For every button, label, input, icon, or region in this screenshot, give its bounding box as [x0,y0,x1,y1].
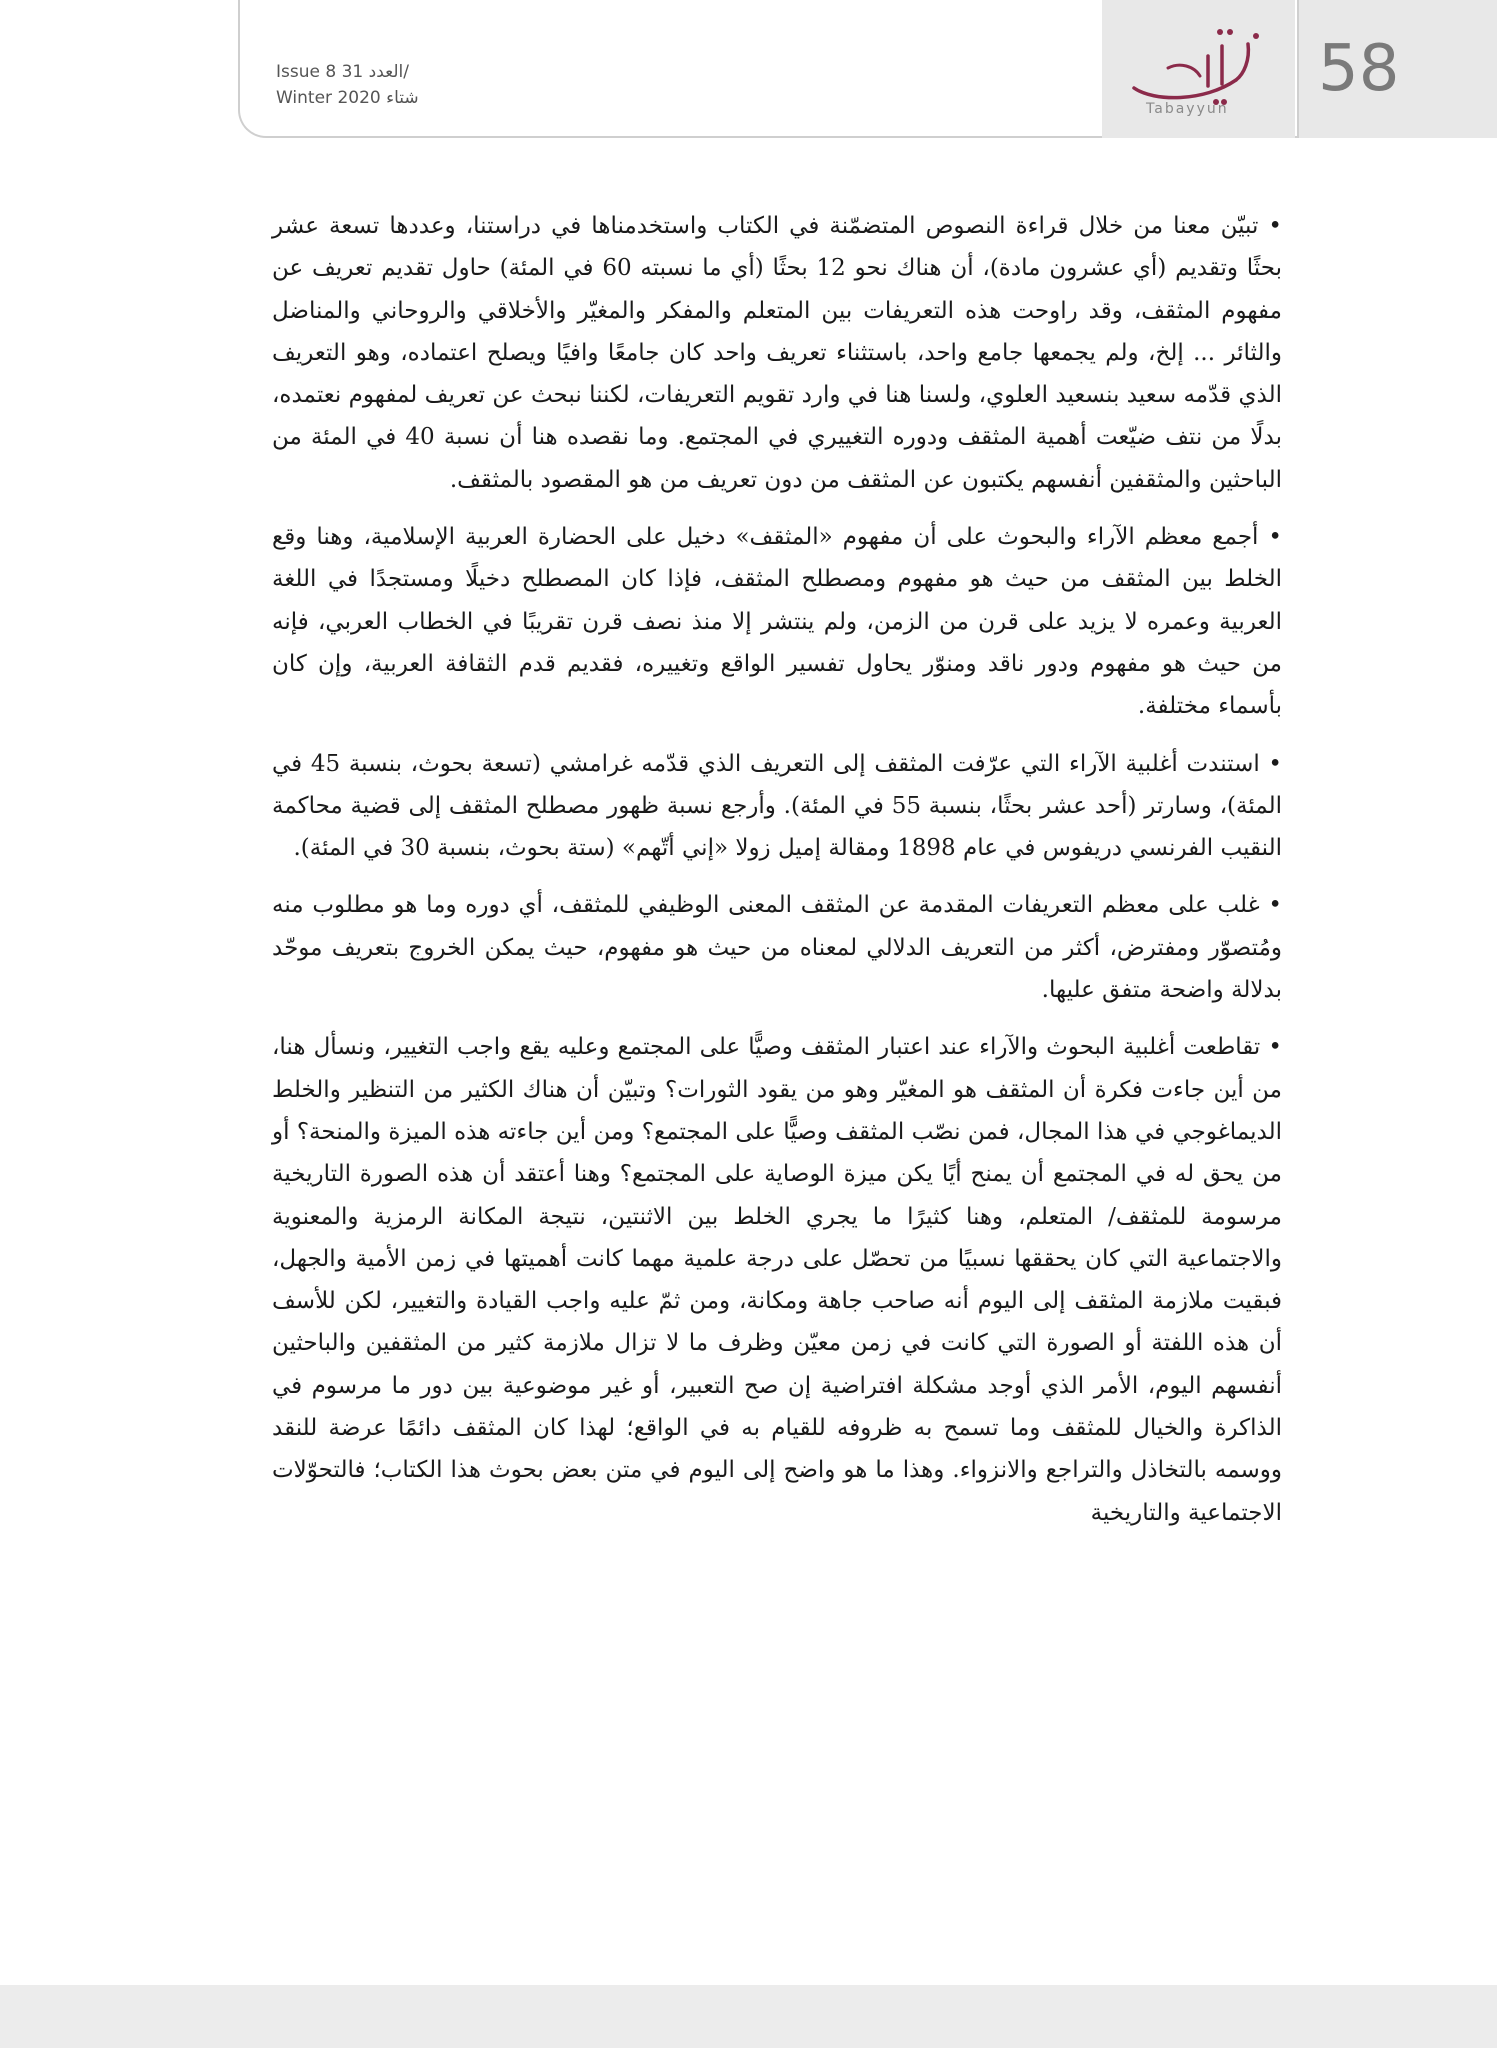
issue-ar: العدد 31/ [341,62,409,82]
paragraph: • استندت أغلبية الآراء التي عرّفت المثقف إلى التعريف الذي قدّمه غرامشي (تسعة بحوث، بنسبة 45 في المئة)، وسارتر (أحد عشر بحثًا، بنسبة 55 في المئة). وأرجع نسبة ظهور مصطلح المثقف إلى قضية محاكمة النقيب الفرنسي دريفوس في عام 1898 ومقالة إميل زولا «إني أتّهم» (ستة بحوث، بنسبة 30 في المئة). [272,750,1282,862]
season-ar: شتاء [386,87,419,108]
issue-en: Issue 8 [276,62,337,82]
page-number: 58 [1318,32,1400,106]
paragraph: • أجمع معظم الآراء والبحوث على أن مفهوم «المثقف» دخيل على الحضارة العربية الإسلامية، وهنا وقع الخلط بين المثقف من حيث هو مفهوم ومصطلح المثقف، فإذا كان المصطلح دخيلًا ومستجدًا في اللغة العربية وعمره لا يزيد على قرن من الزمن، ولم ينتشر إلا منذ نصف قرن تقريبًا في الخطاب العربي، فإنه من حيث هو مفهوم ودور ناقد ومنوّر يحاول تفسير الواقع وتغييره، فقديم قدم الثقافة العربية، وإن كان بأسماء مختلفة. [272,524,1282,720]
paragraph: • تقاطعت أغلبية البحوث والآراء عند اعتبار المثقف وصيًّا على المجتمع وعليه يقع واجب التغيير، ونسأل هنا، من أين جاءت فكرة أن المثقف هو المغيّر وهو من يقود الثورات؟ وتبيّن أن هناك الكثير من التنظير والخلط الديماغوجي في هذا المجال، فمن نصّب المثقف وصيًّا على المجتمع؟ ومن أين جاءته هذه الميزة والمنحة؟ أو من يحق له في المجتمع أن يمنح أيًا يكن ميزة الوصاية على المجتمع؟ وهنا أعتقد أن هذه الصورة التاريخية مرسومة للمثقف/ المتعلم، وهنا كثيرًا ما يجري الخلط بين الاثنتين، نتيجة المكانة الرمزية والمعنوية والاجتماعية التي كان يحققها نسبيًا من تحصّل على درجة علمية مهما كانت أهميتها في زمن الأمية والجهل، فبقيت ملازمة المثقف إلى اليوم أنه صاحب جاهة ومكانة، ومن ثمّ عليه واجب القيادة والتغيير، لكن للأسف أن هذه اللفتة أو الصورة التي كانت في زمن معيّن وظرف ما لا تزال ملازمة كثير من المثقفين والباحثين أنفسهم اليوم، الأمر الذي أوجد مشكلة افتراضية إن صح التعبير، أو غير موضوعية بين دور ما مرسوم في الذاكرة والخيال للمثقف وما تسمح به ظروفه للقيام به في الواقع؛ لهذا كان المثقف دائمًا عرضة للنقد ووسمه بالتخاذل والتراجع والانزواء. وهذا ما هو واضح إلى اليوم في متن بعض بحوث هذا الكتاب؛ فالتحوّلات الاجتماعية والتاريخية [272,1034,1282,1526]
paragraph: • تبيّن معنا من خلال قراءة النصوص المتضمّنة في الكتاب واستخدمناها في دراستنا، وعددها تسعة عشر بحثًا وتقديم (أي عشرون مادة)، أن هناك نحو 12 بحثًا (أي ما نسبته 60 في المئة) حاول تقديم تعريف عن مفهوم المثقف، وقد راوحت هذه التعريفات بين المتعلم والمفكر والمغيّر والأخلاقي والروحاني والمناضل والثائر ... إلخ، ولم يجمعها جامع واحد، باستثناء تعريف واحد كان جامعًا وافيًا ويصلح اعتماده، وهو التعريف الذي قدّمه سعيد بنسعيد العلوي، ولسنا هنا في وارد تقويم التعريفات، لكننا نبحث عن تعريف لمفهوم نعتمده، بدلًا من نتف ضيّعت أهمية المثقف ودوره التغييري في المجتمع. وما نقصده هنا أن نسبة 40 في المئة من الباحثين والمثقفين أنفسهم يكتبون عن المثقف من دون تعريف من هو المقصود بالمثقف. [272,213,1282,493]
paragraph: • غلب على معظم التعريفات المقدمة عن المثقف المعنى الوظيفي للمثقف، أي دوره وما هو مطلوب منه ومُتصوّر ومفترض، أكثر من التعريف الدلالي لمعناه من حيث هو مفهوم، حيث يمكن الخروج بتعريف موحّد بدلالة واضحة متفق عليها. [272,892,1282,1004]
tabayyun-logo-icon [1124,10,1274,110]
article-body [272,205,1282,1534]
issue-row [276,60,419,86]
logo-latin-text: Tabayyun [1146,101,1229,117]
season-row [276,86,419,112]
issue-info [276,60,419,111]
season-en: Winter 2020 [276,87,381,108]
